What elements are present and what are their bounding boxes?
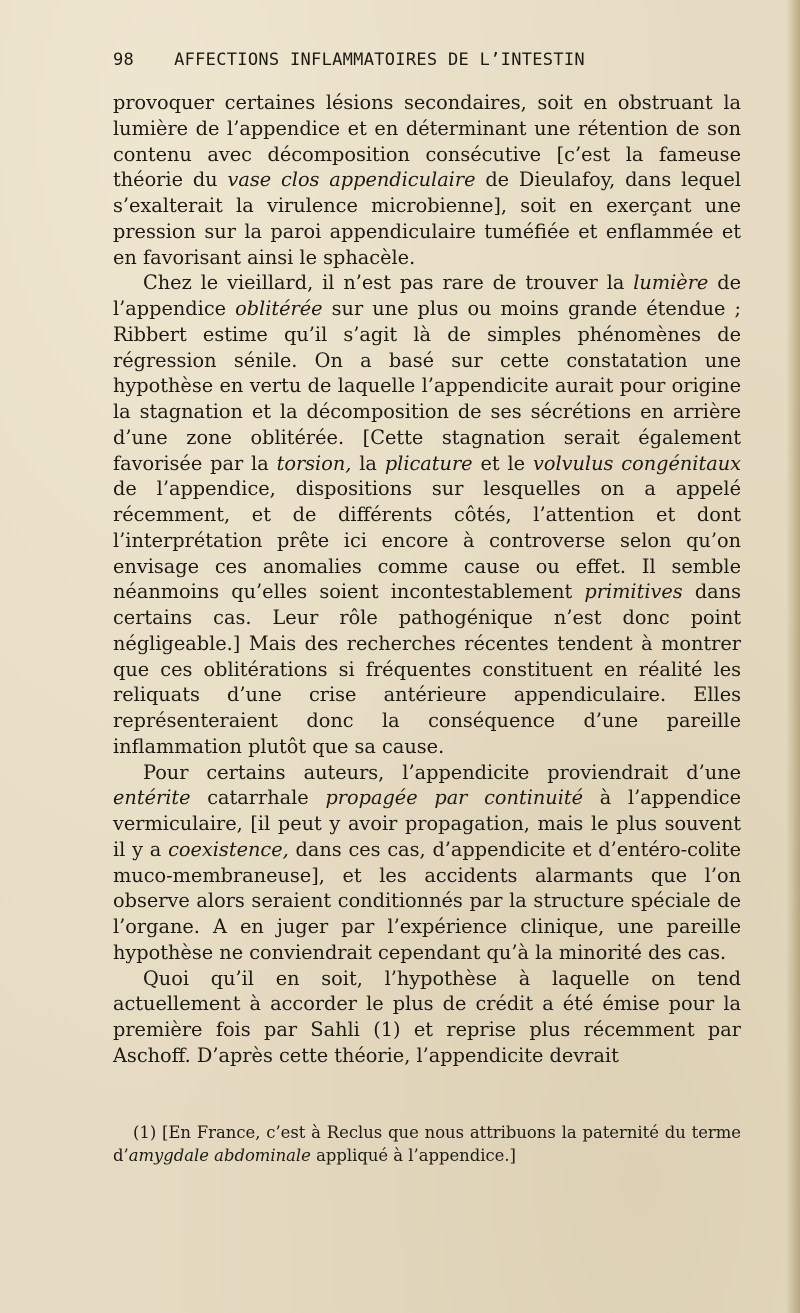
text-run: la [351,451,385,475]
text-run: dans ces cas, d’appendicite et d’entéro-colite muco-membraneuse], et les accidents alarmants que l’on observe alors seraient conditionnés par la structure spéciale de l’organe. A en juger par l’expérience clinique, une pareille hypothèse ne conviendrait cependant qu’à la minorité des cas. [113,837,741,964]
text-run: de Dieulafoy, dans lequel s’exalterait la virulence microbienne], soit en exerçant une pression sur la paroi appendiculaire tuméfiée et enflammée et en favorisant ainsi le sphacèle. [113,168,741,269]
paragraph-1 [113,90,741,270]
italic-run: coexistence, [168,837,289,861]
italic-run: torsion, [276,451,352,475]
paragraph-2 [113,270,741,759]
running-title: AFFECTIONS INFLAMMATOIRES DE L’INTESTIN [174,50,585,70]
footnote [113,1121,741,1167]
text-run: de l’appendice, dispositions sur lesquelles on a appelé récemment, et de différents côtés, l’attention et dont l’interprétation prête ici encore à controverse selon qu’on envisage ces anomalies comme cause ou effet. Il semble néanmoins qu’elles soient incontestablement [113,477,741,604]
text-run: de l’appendice [113,271,741,320]
italic-run: oblitérée [235,297,323,320]
text-run: provoquer certaines lésions secondaires, soit en obstruant la lumière de l’appendice et en déterminant une rétention de son contenu avec décomposition consécutive [c’est la fameuse théorie du [113,91,741,192]
text-run: dans certains cas. Leur rôle pathogénique n’est donc point négligeable.] Mais des recherches récentes tendent à montrer que ces oblitérations si fréquentes constituent en réalité les reliquats d’une crise antérieure appendiculaire. Elles représenteraient donc la conséquence d’une pareille inflammation plutôt que sa cause. [113,580,741,758]
text-run: catarrhale [190,786,326,810]
text-run: et le [472,451,533,475]
page-edge-shadow [786,0,800,1313]
text-run: appliqué à l’appendice.] [310,1146,516,1165]
text-run: Chez le vieillard, il n’est pas rare de trouver la [143,271,634,295]
text-run: Pour certains auteurs, l’appendicite proviendrait d’une [143,760,741,784]
italic-run: plicature [384,451,473,475]
page-number: 98 [113,50,135,70]
italic-run: volvulus congénitaux [532,451,741,475]
text-run: sur une plus ou moins grande étendue ; Ribbert estime qu’il s’agit là de simples phénomènes de régression sénile. On a basé sur cette constatation une hypothèse en vertu de laquelle l’appendicite aurait pour origine la stagnation et la décomposition de ses sécrétions en arrière d’une zone oblitérée. [Cette stagnation serait également favorisée par la [113,297,741,475]
italic-run: entérite [113,786,191,810]
paragraph-4 [113,966,741,1069]
paragraph-3 [113,760,741,966]
text-run: (1) [En France, c’est à Reclus que nous attribuons la paternité du terme d’ [113,1123,741,1165]
italic-run: propagée par continuité [325,786,584,810]
italic-run: amygdale abdominale [128,1146,311,1165]
italic-run: vase clos appendiculaire [227,168,476,192]
italic-run: lumière [633,271,709,295]
running-header [113,50,673,70]
footnote-text [113,1121,741,1167]
text-run: à l’appendice vermiculaire, [il peut y avoir propagation, mais le plus souvent il y a [113,786,741,861]
text-run: Quoi qu’il en soit, l’hypothèse à laquelle on tend actuellement à accorder le plus de crédit a été émise pour la première fois par Sahli (1) et reprise plus récemment par Aschoff. D’après cette théorie, l’appendicite devrait [113,966,741,1067]
body-text [113,90,741,1069]
italic-run: primitives [584,580,683,604]
